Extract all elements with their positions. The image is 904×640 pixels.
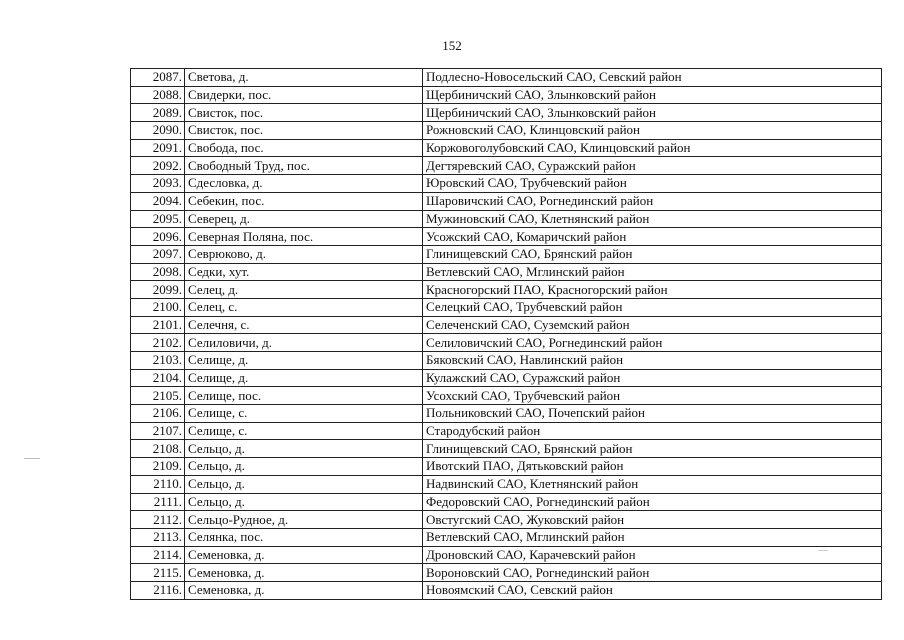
row-number-cell: 2092. [131,157,185,175]
row-number-cell: 2090. [131,122,185,140]
settlement-name-cell: Сельцо, д. [185,458,423,476]
row-number-cell: 2114. [131,546,185,564]
settlement-name-cell: Селиловичи, д. [185,334,423,352]
settlement-name-cell: Свободный Труд, пос. [185,157,423,175]
settlement-name-cell: Свисток, пос. [185,104,423,122]
settlement-name-cell: Сдесловка, д. [185,175,423,193]
settlement-name-cell: Сельцо, д. [185,493,423,511]
district-cell: Польниковский САО, Почепский район [423,405,882,423]
district-cell: Глинищевский САО, Брянский район [423,440,882,458]
district-cell: Бяковский САО, Навлинский район [423,352,882,370]
row-number-cell: 2093. [131,175,185,193]
row-number-cell: 2111. [131,493,185,511]
district-cell: Дегтяревский САО, Суражский район [423,157,882,175]
district-cell: Усожский САО, Комаричский район [423,228,882,246]
settlement-name-cell: Семеновка, д. [185,581,423,599]
settlement-name-cell: Сельцо, д. [185,440,423,458]
settlement-name-cell: Селище, пос. [185,387,423,405]
district-cell: Стародубский район [423,422,882,440]
row-number-cell: 2102. [131,334,185,352]
district-cell: Вороновский САО, Рогнединский район [423,564,882,582]
table-row [131,157,882,175]
district-cell: Надвинский САО, Клетнянский район [423,475,882,493]
row-number-cell: 2108. [131,440,185,458]
settlement-name-cell: Севрюково, д. [185,245,423,263]
table-row [131,192,882,210]
row-number-cell: 2088. [131,86,185,104]
district-cell: Щербиничский САО, Злынковский район [423,104,882,122]
settlement-name-cell: Седки, хут. [185,263,423,281]
row-number-cell: 2113. [131,528,185,546]
settlement-name-cell: Свисток, пос. [185,122,423,140]
row-number-cell: 2109. [131,458,185,476]
table-row [131,175,882,193]
district-cell: Коржовоголубовский САО, Клинцовский район [423,139,882,157]
district-cell: Селецкий САО, Трубчевский район [423,298,882,316]
table-row [131,564,882,582]
district-cell: Селиловичский САО, Рогнединский район [423,334,882,352]
row-number-cell: 2095. [131,210,185,228]
district-cell: Кулажский САО, Суражский район [423,369,882,387]
district-cell: Новоямский САО, Севский район [423,581,882,599]
table-row [131,69,882,87]
table-row [131,210,882,228]
settlement-name-cell: Свобода, пос. [185,139,423,157]
row-number-cell: 2103. [131,352,185,370]
table-row [131,139,882,157]
table-row [131,422,882,440]
settlement-name-cell: Селище, с. [185,405,423,423]
district-cell: Глинищевский САО, Брянский район [423,245,882,263]
district-cell: Подлесно-Новосельский САО, Севский район [423,69,882,87]
settlement-name-cell: Селец, с. [185,298,423,316]
table-row [131,458,882,476]
district-cell: Шаровичский САО, Рогнединский район [423,192,882,210]
row-number-cell: 2087. [131,69,185,87]
district-cell: Ивотский ПАО, Дятьковский район [423,458,882,476]
table-row [131,298,882,316]
table-row [131,316,882,334]
settlement-name-cell: Семеновка, д. [185,546,423,564]
settlement-name-cell: Себекин, пос. [185,192,423,210]
settlement-name-cell: Селечня, с. [185,316,423,334]
settlement-name-cell: Селище, д. [185,352,423,370]
settlement-name-cell: Свидерки, пос. [185,86,423,104]
settlement-name-cell: Селец, д. [185,281,423,299]
row-number-cell: 2101. [131,316,185,334]
table-row [131,528,882,546]
table-row [131,122,882,140]
district-cell: Юровский САО, Трубчевский район [423,175,882,193]
district-cell: Дроновский САО, Карачевский район [423,546,882,564]
settlement-name-cell: Светова, д. [185,69,423,87]
district-cell: Рожновский САО, Клинцовский район [423,122,882,140]
page-number: 152 [442,38,462,53]
district-cell: Щербиничский САО, Злынковский район [423,86,882,104]
table-row [131,352,882,370]
settlements-table [130,68,882,600]
settlement-name-cell: Сельцо-Рудное, д. [185,511,423,529]
district-cell: Мужиновский САО, Клетнянский район [423,210,882,228]
settlement-name-cell: Селище, с. [185,422,423,440]
table-row [131,281,882,299]
row-number-cell: 2089. [131,104,185,122]
table-row [131,405,882,423]
district-cell: Федоровский САО, Рогнединский район [423,493,882,511]
settlement-name-cell: Селище, д. [185,369,423,387]
settlement-name-cell: Селянка, пос. [185,528,423,546]
district-cell: Ветлевский САО, Мглинский район [423,263,882,281]
table-row [131,263,882,281]
settlement-name-cell: Северная Поляна, пос. [185,228,423,246]
row-number-cell: 2112. [131,511,185,529]
table-row [131,86,882,104]
district-cell: Селеченский САО, Суземский район [423,316,882,334]
row-number-cell: 2098. [131,263,185,281]
row-number-cell: 2110. [131,475,185,493]
scan-margin-mark [818,550,828,551]
table-row [131,104,882,122]
row-number-cell: 2097. [131,245,185,263]
row-number-cell: 2094. [131,192,185,210]
table-row [131,369,882,387]
table-row [131,511,882,529]
row-number-cell: 2100. [131,298,185,316]
settlement-name-cell: Семеновка, д. [185,564,423,582]
row-number-cell: 2091. [131,139,185,157]
district-cell: Усохский САО, Трубчевский район [423,387,882,405]
table-row [131,228,882,246]
table-row [131,475,882,493]
table-row [131,387,882,405]
row-number-cell: 2105. [131,387,185,405]
district-cell: Овстугский САО, Жуковский район [423,511,882,529]
row-number-cell: 2116. [131,581,185,599]
row-number-cell: 2107. [131,422,185,440]
row-number-cell: 2115. [131,564,185,582]
scan-margin-mark [24,458,40,459]
table-body [131,69,882,600]
table-row [131,245,882,263]
district-cell: Красногорский ПАО, Красногорский район [423,281,882,299]
row-number-cell: 2104. [131,369,185,387]
row-number-cell: 2106. [131,405,185,423]
table-row [131,546,882,564]
settlement-name-cell: Северец, д. [185,210,423,228]
table-row [131,581,882,599]
row-number-cell: 2099. [131,281,185,299]
district-cell: Ветлевский САО, Мглинский район [423,528,882,546]
table-row [131,493,882,511]
table-row [131,440,882,458]
table-row [131,334,882,352]
settlement-name-cell: Сельцо, д. [185,475,423,493]
row-number-cell: 2096. [131,228,185,246]
